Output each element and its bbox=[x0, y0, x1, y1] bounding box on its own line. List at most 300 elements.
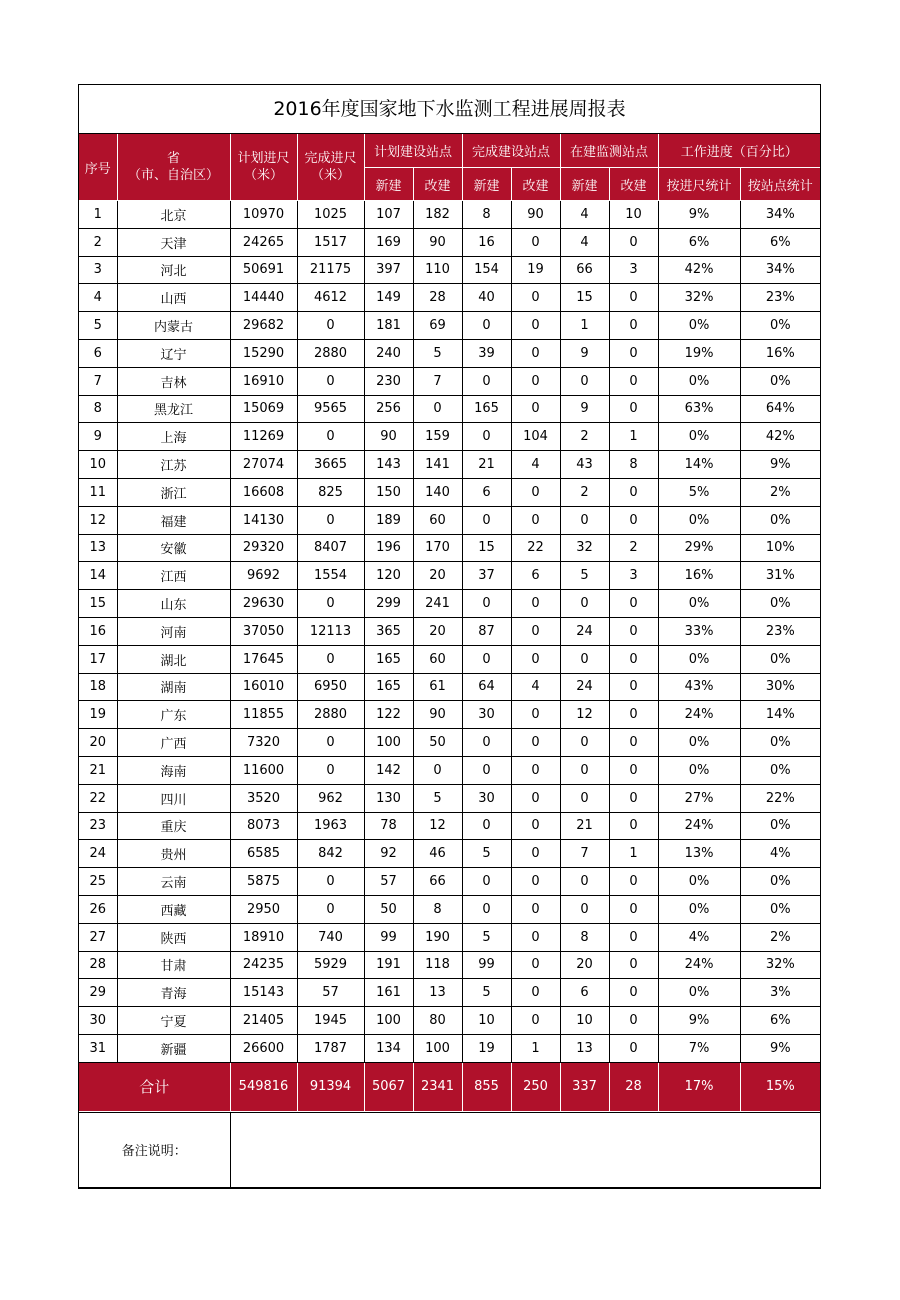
table-cell: 10% bbox=[740, 534, 820, 562]
table-cell: 165 bbox=[364, 645, 413, 673]
table-cell: 230 bbox=[364, 367, 413, 395]
table-cell: 66 bbox=[560, 256, 609, 284]
table-cell: 24% bbox=[658, 701, 740, 729]
table-cell: 河北 bbox=[117, 256, 230, 284]
table-cell: 154 bbox=[462, 256, 511, 284]
table-cell: 2950 bbox=[230, 895, 297, 923]
table-cell: 42% bbox=[658, 256, 740, 284]
table-cell: 0 bbox=[609, 923, 658, 951]
table-row bbox=[79, 1007, 820, 1035]
table-cell: 海南 bbox=[117, 756, 230, 784]
table-cell: 9565 bbox=[297, 395, 364, 423]
table-cell: 7 bbox=[79, 367, 117, 395]
table-cell: 湖南 bbox=[117, 673, 230, 701]
table-cell: 9% bbox=[658, 1007, 740, 1035]
table-cell: 0 bbox=[511, 812, 560, 840]
table-cell: 191 bbox=[364, 951, 413, 979]
table-cell: 14130 bbox=[230, 506, 297, 534]
table-cell: 10 bbox=[560, 1007, 609, 1035]
table-cell: 0 bbox=[297, 756, 364, 784]
table-cell: 24% bbox=[658, 951, 740, 979]
table-cell: 92 bbox=[364, 840, 413, 868]
table-cell: 22 bbox=[79, 784, 117, 812]
table-cell: 5 bbox=[462, 979, 511, 1007]
table-cell: 6 bbox=[462, 478, 511, 506]
table-cell: 90 bbox=[511, 201, 560, 229]
table-cell: 962 bbox=[297, 784, 364, 812]
table-cell: 365 bbox=[364, 617, 413, 645]
table-cell: 0 bbox=[297, 645, 364, 673]
table-cell: 9692 bbox=[230, 562, 297, 590]
table-row bbox=[79, 868, 820, 896]
table-cell: 21 bbox=[462, 451, 511, 479]
table-cell: 3% bbox=[740, 979, 820, 1007]
total-label: 合计 bbox=[79, 1062, 230, 1111]
table-cell: 24235 bbox=[230, 951, 297, 979]
table-cell: 34% bbox=[740, 256, 820, 284]
table-cell: 黑龙江 bbox=[117, 395, 230, 423]
table-cell: 4612 bbox=[297, 284, 364, 312]
table-cell: 842 bbox=[297, 840, 364, 868]
table-cell: 2% bbox=[740, 923, 820, 951]
table-cell: 181 bbox=[364, 312, 413, 340]
table-row bbox=[79, 201, 820, 229]
table-cell: 122 bbox=[364, 701, 413, 729]
table-cell: 山东 bbox=[117, 590, 230, 618]
table-cell: 26 bbox=[79, 895, 117, 923]
table-cell: 0 bbox=[560, 784, 609, 812]
table-cell: 3520 bbox=[230, 784, 297, 812]
table-cell: 63% bbox=[658, 395, 740, 423]
table-cell: 0 bbox=[511, 784, 560, 812]
table-cell: 0 bbox=[560, 895, 609, 923]
table-cell: 0 bbox=[511, 395, 560, 423]
table-cell: 8407 bbox=[297, 534, 364, 562]
table-cell: 0% bbox=[740, 506, 820, 534]
table-cell: 福建 bbox=[117, 506, 230, 534]
table-row bbox=[79, 228, 820, 256]
table-cell: 1 bbox=[560, 312, 609, 340]
table-cell: 0% bbox=[658, 756, 740, 784]
table-cell: 1945 bbox=[297, 1007, 364, 1035]
table-cell: 60 bbox=[413, 506, 462, 534]
table-cell: 0% bbox=[740, 895, 820, 923]
table-cell: 4 bbox=[560, 228, 609, 256]
table-cell: 2 bbox=[560, 478, 609, 506]
table-cell: 169 bbox=[364, 228, 413, 256]
table-cell: 159 bbox=[413, 423, 462, 451]
table-cell: 0 bbox=[511, 923, 560, 951]
header-index: 序号 bbox=[79, 134, 117, 201]
table-cell: 24 bbox=[79, 840, 117, 868]
table-cell: 30 bbox=[462, 784, 511, 812]
table-cell: 0 bbox=[297, 367, 364, 395]
table-cell: 0% bbox=[740, 812, 820, 840]
table-cell: 19 bbox=[462, 1034, 511, 1062]
table-cell: 0 bbox=[297, 423, 364, 451]
table-cell: 0 bbox=[462, 868, 511, 896]
table-cell: 33% bbox=[658, 617, 740, 645]
table-cell: 0 bbox=[511, 895, 560, 923]
table-cell: 江苏 bbox=[117, 451, 230, 479]
table-cell: 17 bbox=[79, 645, 117, 673]
table-cell: 141 bbox=[413, 451, 462, 479]
table-cell: 0 bbox=[462, 590, 511, 618]
table-cell: 0 bbox=[560, 868, 609, 896]
table-row bbox=[79, 756, 820, 784]
table-cell: 32% bbox=[740, 951, 820, 979]
table-cell: 0 bbox=[462, 645, 511, 673]
table-cell: 6% bbox=[740, 228, 820, 256]
table-cell: 15 bbox=[79, 590, 117, 618]
table-cell: 0 bbox=[297, 590, 364, 618]
table-cell: 14% bbox=[740, 701, 820, 729]
table-cell: 24 bbox=[560, 617, 609, 645]
table-cell: 24% bbox=[658, 812, 740, 840]
table-cell: 104 bbox=[511, 423, 560, 451]
table-cell: 10 bbox=[79, 451, 117, 479]
total-cell: 549816 bbox=[230, 1062, 297, 1111]
table-cell: 7 bbox=[413, 367, 462, 395]
table-cell: 9 bbox=[79, 423, 117, 451]
table-cell: 134 bbox=[364, 1034, 413, 1062]
table-row bbox=[79, 895, 820, 923]
table-row bbox=[79, 423, 820, 451]
table-cell: 内蒙古 bbox=[117, 312, 230, 340]
table-cell: 43 bbox=[560, 451, 609, 479]
table-row bbox=[79, 339, 820, 367]
table-cell: 5 bbox=[413, 784, 462, 812]
table-cell: 12 bbox=[79, 506, 117, 534]
table-cell: 32 bbox=[560, 534, 609, 562]
header-province-line2: （市、自治区） bbox=[127, 168, 219, 183]
table-cell: 6950 bbox=[297, 673, 364, 701]
table-header bbox=[79, 134, 820, 201]
table-cell: 14440 bbox=[230, 284, 297, 312]
table-cell: 64 bbox=[462, 673, 511, 701]
table-cell: 6 bbox=[560, 979, 609, 1007]
table-cell: 50691 bbox=[230, 256, 297, 284]
header-planned-footage-line1: 计划进尺 bbox=[237, 151, 290, 166]
table-cell: 43% bbox=[658, 673, 740, 701]
table-cell: 0% bbox=[740, 312, 820, 340]
table-cell: 0% bbox=[658, 423, 740, 451]
table-cell: 0% bbox=[658, 590, 740, 618]
header-progress: 工作进度（百分比） bbox=[658, 134, 820, 168]
table-cell: 27074 bbox=[230, 451, 297, 479]
table-cell: 27 bbox=[79, 923, 117, 951]
table-cell: 5875 bbox=[230, 868, 297, 896]
table-cell: 9 bbox=[560, 339, 609, 367]
table-row bbox=[79, 729, 820, 757]
total-cell: 91394 bbox=[297, 1062, 364, 1111]
table-cell: 1 bbox=[511, 1034, 560, 1062]
table-cell: 0% bbox=[740, 645, 820, 673]
table-cell: 140 bbox=[413, 478, 462, 506]
table-cell: 0 bbox=[511, 868, 560, 896]
table-cell: 37050 bbox=[230, 617, 297, 645]
table-row bbox=[79, 451, 820, 479]
table-row bbox=[79, 645, 820, 673]
table-cell: 149 bbox=[364, 284, 413, 312]
header-building-stations: 在建监测站点 bbox=[560, 134, 658, 168]
table-cell: 0 bbox=[609, 1007, 658, 1035]
header-planned-stations: 计划建设站点 bbox=[364, 134, 462, 168]
table-cell: 2880 bbox=[297, 701, 364, 729]
table-cell: 0 bbox=[511, 228, 560, 256]
remarks-value[interactable] bbox=[230, 1112, 820, 1187]
table-cell: 上海 bbox=[117, 423, 230, 451]
table-cell: 8073 bbox=[230, 812, 297, 840]
table-cell: 12 bbox=[413, 812, 462, 840]
table-cell: 天津 bbox=[117, 228, 230, 256]
table-cell: 0% bbox=[658, 729, 740, 757]
table-cell: 39 bbox=[462, 339, 511, 367]
table-cell: 0 bbox=[609, 478, 658, 506]
table-cell: 165 bbox=[462, 395, 511, 423]
table-cell: 0% bbox=[740, 756, 820, 784]
table-cell: 825 bbox=[297, 478, 364, 506]
table-cell: 66 bbox=[413, 868, 462, 896]
table-cell: 18 bbox=[79, 673, 117, 701]
table-cell: 0 bbox=[511, 617, 560, 645]
table-cell: 云南 bbox=[117, 868, 230, 896]
table-cell: 广西 bbox=[117, 729, 230, 757]
table-cell: 0 bbox=[560, 756, 609, 784]
table-cell: 241 bbox=[413, 590, 462, 618]
table-cell: 11269 bbox=[230, 423, 297, 451]
table-cell: 0 bbox=[511, 284, 560, 312]
table-cell: 0 bbox=[560, 590, 609, 618]
header-completed-footage bbox=[297, 134, 364, 201]
table-cell: 吉林 bbox=[117, 367, 230, 395]
total-cell: 17% bbox=[658, 1062, 740, 1111]
table-cell: 11 bbox=[79, 478, 117, 506]
table-cell: 11600 bbox=[230, 756, 297, 784]
table-row bbox=[79, 979, 820, 1007]
table-cell: 20 bbox=[413, 562, 462, 590]
header-completed-stations: 完成建设站点 bbox=[462, 134, 560, 168]
table-cell: 50 bbox=[413, 729, 462, 757]
table-cell: 34% bbox=[740, 201, 820, 229]
table-cell: 2880 bbox=[297, 339, 364, 367]
table-cell: 90 bbox=[413, 701, 462, 729]
table-cell: 256 bbox=[364, 395, 413, 423]
table-cell: 0 bbox=[462, 367, 511, 395]
table-cell: 29 bbox=[79, 979, 117, 1007]
table-cell: 2 bbox=[79, 228, 117, 256]
table-cell: 24 bbox=[560, 673, 609, 701]
header-planned-rebuild: 改建 bbox=[413, 168, 462, 201]
table-cell: 9% bbox=[740, 1034, 820, 1062]
table-cell: 107 bbox=[364, 201, 413, 229]
table-cell: 16910 bbox=[230, 367, 297, 395]
table-cell: 13 bbox=[79, 534, 117, 562]
table-cell: 3665 bbox=[297, 451, 364, 479]
table-cell: 30% bbox=[740, 673, 820, 701]
table-cell: 50 bbox=[364, 895, 413, 923]
table-cell: 110 bbox=[413, 256, 462, 284]
table-cell: 4% bbox=[658, 923, 740, 951]
table-cell: 10 bbox=[609, 201, 658, 229]
table-cell: 150 bbox=[364, 478, 413, 506]
table-cell: 19% bbox=[658, 339, 740, 367]
table-cell: 87 bbox=[462, 617, 511, 645]
table-cell: 170 bbox=[413, 534, 462, 562]
table-cell: 9 bbox=[560, 395, 609, 423]
header-progress-stations: 按站点统计 bbox=[740, 168, 820, 201]
table-cell: 22 bbox=[511, 534, 560, 562]
table-cell: 3 bbox=[79, 256, 117, 284]
header-province bbox=[117, 134, 230, 201]
table-cell: 4 bbox=[79, 284, 117, 312]
report-title: 2016年度国家地下水监测工程进展周报表 bbox=[79, 85, 820, 134]
table-cell: 0 bbox=[609, 284, 658, 312]
table-cell: 19 bbox=[79, 701, 117, 729]
total-cell: 250 bbox=[511, 1062, 560, 1111]
table-cell: 740 bbox=[297, 923, 364, 951]
table-cell: 32% bbox=[658, 284, 740, 312]
total-cell: 5067 bbox=[364, 1062, 413, 1111]
table-cell: 69 bbox=[413, 312, 462, 340]
table-cell: 0 bbox=[609, 590, 658, 618]
table-cell: 0% bbox=[740, 590, 820, 618]
table-cell: 299 bbox=[364, 590, 413, 618]
table-cell: 8 bbox=[560, 923, 609, 951]
table-cell: 0 bbox=[462, 312, 511, 340]
table-cell: 山西 bbox=[117, 284, 230, 312]
table-cell: 0 bbox=[511, 951, 560, 979]
table-cell: 16608 bbox=[230, 478, 297, 506]
table-cell: 37 bbox=[462, 562, 511, 590]
table-cell: 20 bbox=[413, 617, 462, 645]
table-cell: 贵州 bbox=[117, 840, 230, 868]
table-cell: 0 bbox=[511, 756, 560, 784]
table-cell: 0 bbox=[462, 506, 511, 534]
table-cell: 甘肃 bbox=[117, 951, 230, 979]
table-cell: 0% bbox=[658, 312, 740, 340]
table-cell: 118 bbox=[413, 951, 462, 979]
table-cell: 196 bbox=[364, 534, 413, 562]
remarks-table bbox=[79, 1112, 820, 1188]
header-planned-new: 新建 bbox=[364, 168, 413, 201]
table-cell: 21 bbox=[79, 756, 117, 784]
table-cell: 0 bbox=[511, 645, 560, 673]
table-cell: 2 bbox=[609, 534, 658, 562]
table-cell: 1 bbox=[79, 201, 117, 229]
table-cell: 0 bbox=[511, 367, 560, 395]
table-cell: 北京 bbox=[117, 201, 230, 229]
table-cell: 四川 bbox=[117, 784, 230, 812]
table-cell: 23% bbox=[740, 617, 820, 645]
table-cell: 0% bbox=[658, 868, 740, 896]
header-progress-footage: 按进尺统计 bbox=[658, 168, 740, 201]
header-completed-new: 新建 bbox=[462, 168, 511, 201]
table-cell: 9% bbox=[740, 451, 820, 479]
table-cell: 9% bbox=[658, 201, 740, 229]
table-cell: 80 bbox=[413, 1007, 462, 1035]
table-cell: 16% bbox=[658, 562, 740, 590]
table-cell: 20 bbox=[560, 951, 609, 979]
table-cell: 189 bbox=[364, 506, 413, 534]
table-cell: 1787 bbox=[297, 1034, 364, 1062]
table-cell: 安徽 bbox=[117, 534, 230, 562]
table-cell: 90 bbox=[364, 423, 413, 451]
total-cell: 2341 bbox=[413, 1062, 462, 1111]
table-row bbox=[79, 840, 820, 868]
table-cell: 4 bbox=[511, 673, 560, 701]
table-cell: 4 bbox=[560, 201, 609, 229]
table-cell: 0 bbox=[462, 895, 511, 923]
header-province-line1: 省 bbox=[166, 151, 180, 166]
table-cell: 0 bbox=[413, 756, 462, 784]
table-cell: 24265 bbox=[230, 228, 297, 256]
table-row bbox=[79, 1034, 820, 1062]
table-cell: 29% bbox=[658, 534, 740, 562]
table-cell: 4 bbox=[511, 451, 560, 479]
remarks-label: 备注说明： bbox=[79, 1112, 230, 1187]
table-cell: 64% bbox=[740, 395, 820, 423]
table-cell: 宁夏 bbox=[117, 1007, 230, 1035]
table-cell: 8 bbox=[609, 451, 658, 479]
table-cell: 57 bbox=[297, 979, 364, 1007]
table-cell: 0 bbox=[560, 367, 609, 395]
table-cell: 8 bbox=[413, 895, 462, 923]
table-cell: 30 bbox=[79, 1007, 117, 1035]
table-cell: 46 bbox=[413, 840, 462, 868]
table-cell: 8 bbox=[462, 201, 511, 229]
table-cell: 0% bbox=[658, 645, 740, 673]
table-cell: 6 bbox=[79, 339, 117, 367]
table-cell: 4% bbox=[740, 840, 820, 868]
table-cell: 0 bbox=[511, 701, 560, 729]
table-cell: 0 bbox=[609, 951, 658, 979]
header-building-new: 新建 bbox=[560, 168, 609, 201]
header-completed-footage-line2: （米） bbox=[310, 168, 350, 183]
table-cell: 16010 bbox=[230, 673, 297, 701]
table-footer bbox=[79, 1062, 820, 1111]
table-cell: 30 bbox=[462, 701, 511, 729]
table-cell: 0 bbox=[609, 312, 658, 340]
table-cell: 14% bbox=[658, 451, 740, 479]
table-cell: 0 bbox=[511, 339, 560, 367]
table-row bbox=[79, 673, 820, 701]
table-cell: 0 bbox=[609, 868, 658, 896]
table-cell: 0 bbox=[462, 756, 511, 784]
table-cell: 5 bbox=[462, 840, 511, 868]
table-cell: 0 bbox=[462, 812, 511, 840]
table-cell: 100 bbox=[413, 1034, 462, 1062]
table-cell: 21405 bbox=[230, 1007, 297, 1035]
table-cell: 0 bbox=[560, 729, 609, 757]
table-cell: 6 bbox=[511, 562, 560, 590]
total-cell: 28 bbox=[609, 1062, 658, 1111]
header-completed-footage-line1: 完成进尺 bbox=[304, 151, 357, 166]
table-cell: 西藏 bbox=[117, 895, 230, 923]
table-cell: 1517 bbox=[297, 228, 364, 256]
table-cell: 0 bbox=[609, 367, 658, 395]
table-cell: 0 bbox=[609, 645, 658, 673]
table-cell: 161 bbox=[364, 979, 413, 1007]
table-row bbox=[79, 617, 820, 645]
table-cell: 15069 bbox=[230, 395, 297, 423]
table-cell: 18910 bbox=[230, 923, 297, 951]
table-cell: 青海 bbox=[117, 979, 230, 1007]
table-cell: 99 bbox=[364, 923, 413, 951]
table-cell: 广东 bbox=[117, 701, 230, 729]
table-cell: 142 bbox=[364, 756, 413, 784]
table-row bbox=[79, 534, 820, 562]
